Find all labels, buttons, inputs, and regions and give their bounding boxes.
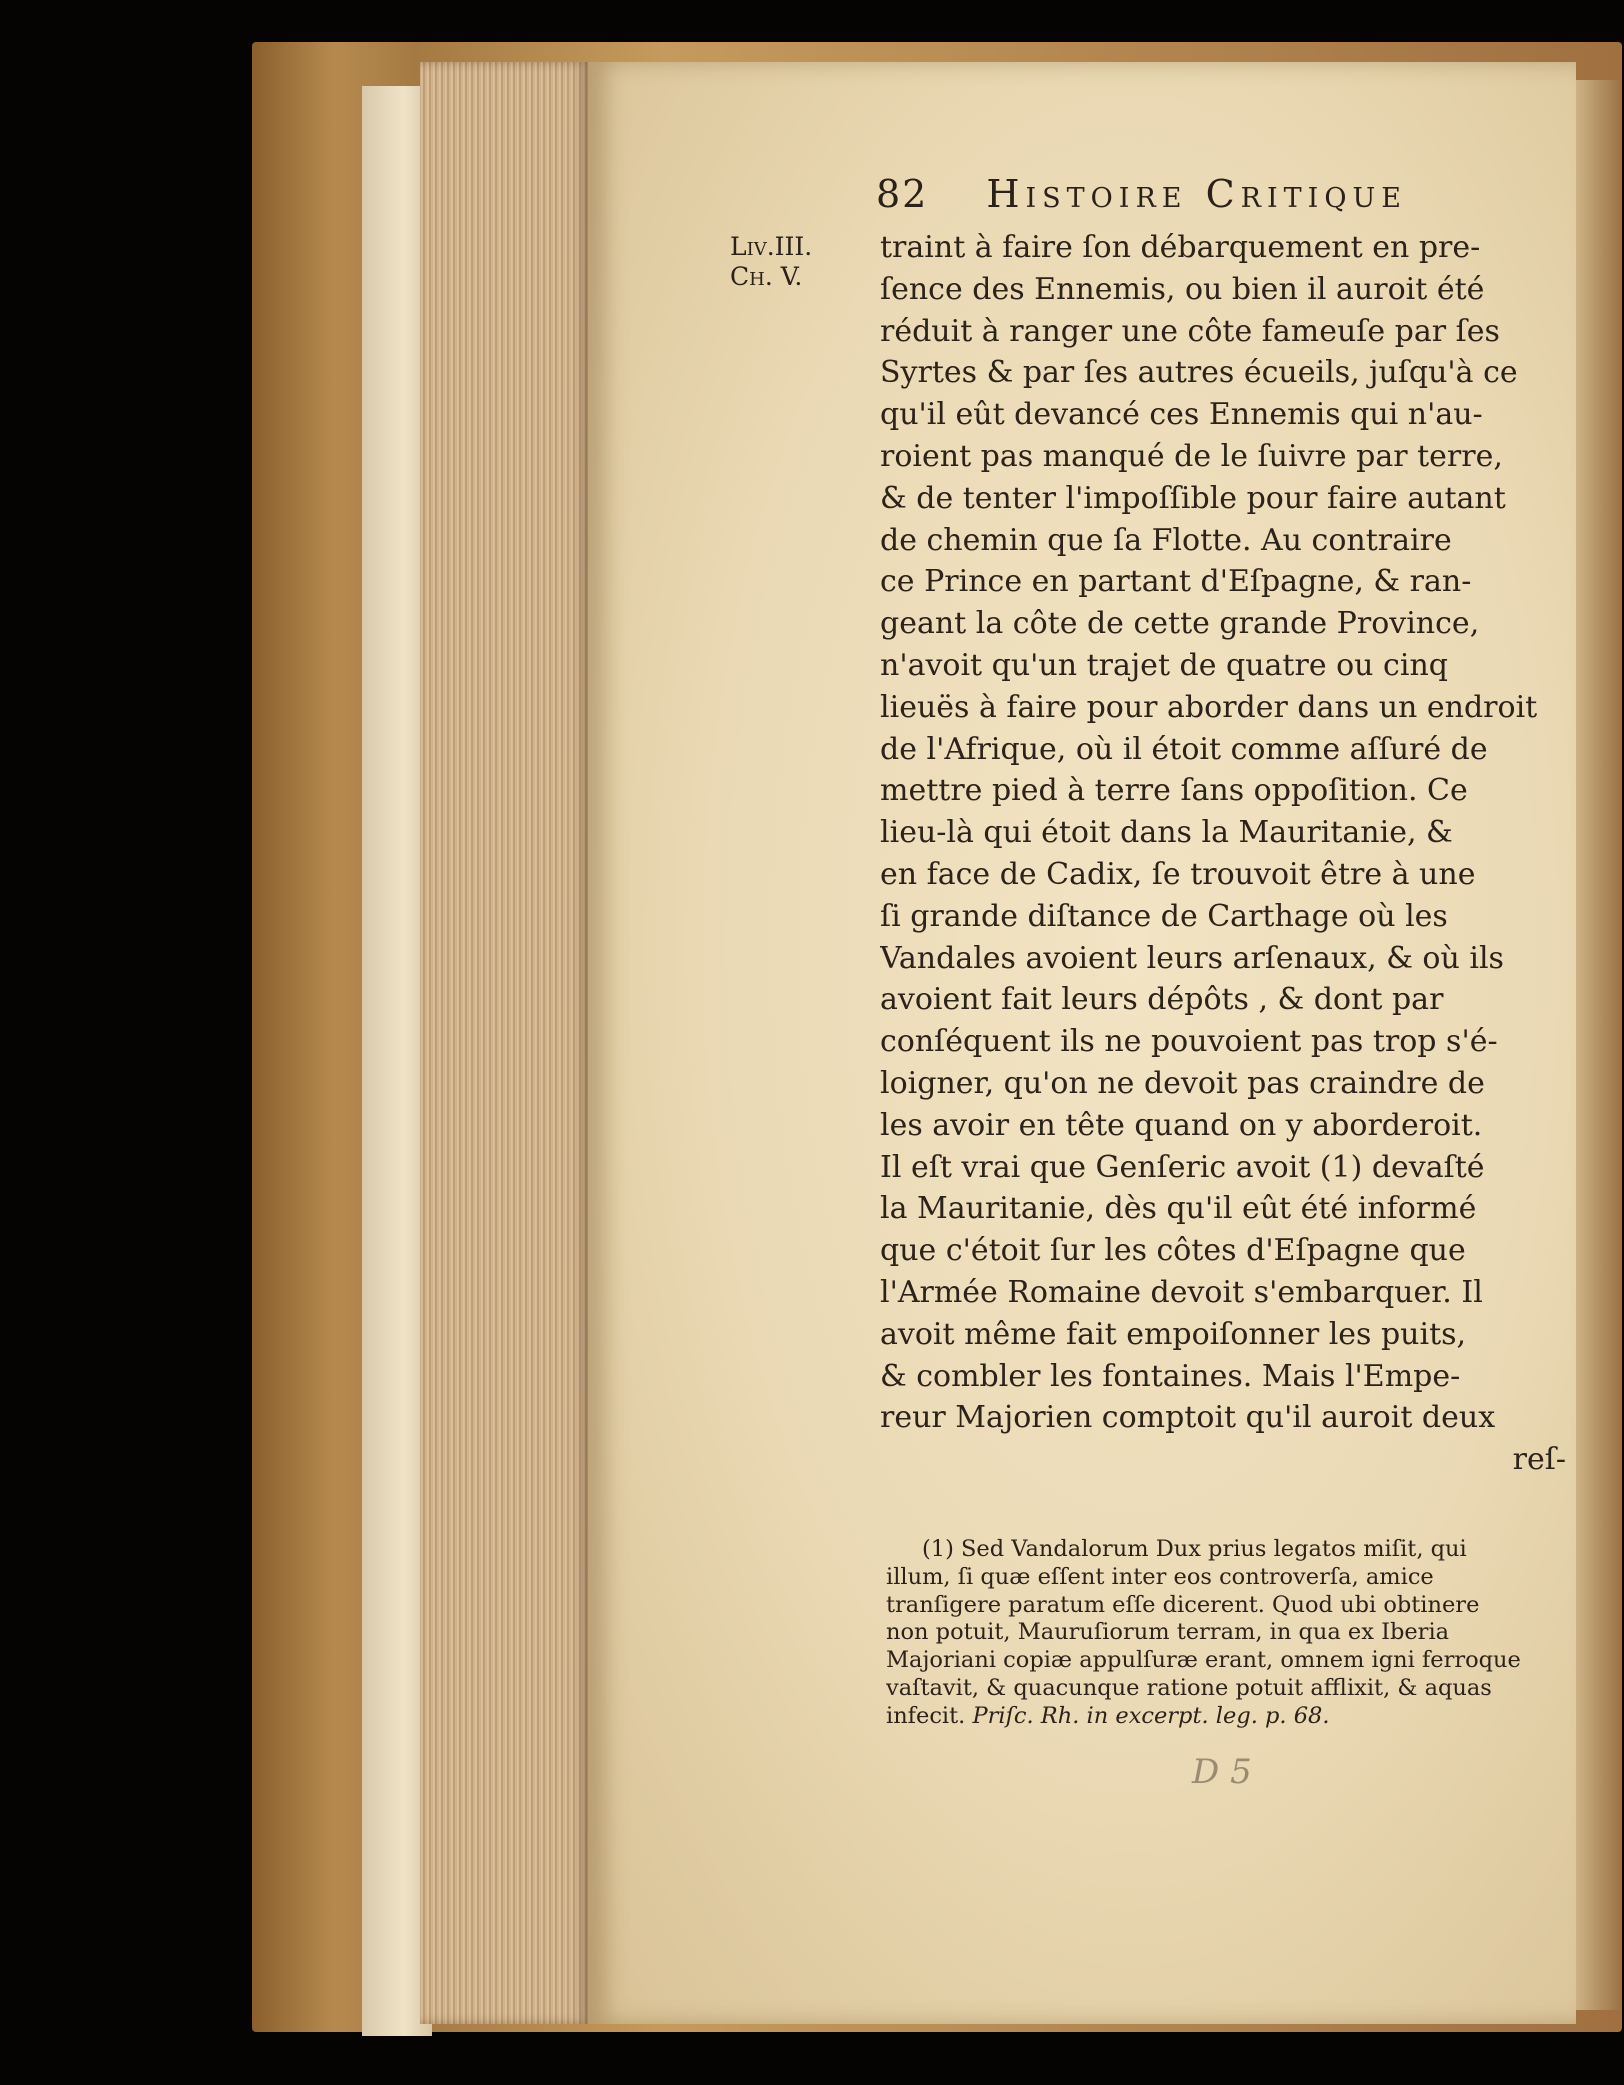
footnote-citation: Priſc. Rh. in excerpt. leg. p. 68. (972, 1702, 1330, 1729)
text-line: les avoir en tête quand on y aborderoit. (880, 1107, 1483, 1143)
running-head-title: Histoire Critique (986, 172, 1407, 216)
text-line: n'avoit qu'un trajet de quatre ou cinq (880, 647, 1448, 683)
text-line: Syrtes & par ſes autres écueils, juſqu'à ce (880, 355, 1518, 391)
text-line: de l'Afrique, où il étoit comme aſſuré de (880, 731, 1488, 767)
footnote-line: non potuit, Mauruſiorum terram, in qua ex Iberia (886, 1619, 1450, 1646)
text-line: l'Armée Romaine devoit s'embarquer. Il (880, 1274, 1483, 1310)
text-line: roient pas manqué de le ſuivre par terre, (880, 438, 1503, 474)
footnote-last-line (886, 1703, 1574, 1731)
margin-note-book: Liv.III. (730, 232, 813, 261)
text-line: traint à faire ſon débarquement en pre- (880, 230, 1481, 265)
text-line: ſi grande diſtance de Carthage où les (880, 898, 1448, 934)
catchword: reſ- (1512, 1442, 1566, 1478)
footnote-line: illum, ſi quæ eſſent inter eos controverſa, amice (886, 1563, 1434, 1590)
text-line: que c'étoit ſur les côtes d'Eſpagne que (880, 1233, 1466, 1269)
text-line: & de tenter l'impoſſible pour faire autant (880, 480, 1506, 516)
text-line: geant la côte de cette grande Province, (880, 606, 1480, 642)
text-line: en face de Cadix, ſe trouvoit être à une (880, 856, 1476, 892)
footnote-line: Majoriani copiæ appulſuræ erant, omnem igni ferroque (886, 1647, 1521, 1674)
text-line: reur Majorien comptoit qu'il auroit deux (880, 1400, 1496, 1436)
page-number: 82 (876, 172, 929, 216)
text-line: lieu-là qui étoit dans la Mauritanie, & (880, 815, 1453, 851)
footnote-end: infecit. (886, 1702, 966, 1729)
margin-note (730, 232, 860, 292)
text-line: de chemin que ſa Flotte. Au contraire (880, 522, 1452, 558)
footnote-line: vaſtavit, & quacunque ratione potuit afflixit, & aquas (886, 1674, 1492, 1701)
text-line: mettre pied à terre ſans oppoſition. Ce (880, 773, 1468, 809)
text-line: la Mauritanie, dès qu'il eût été informé (880, 1191, 1477, 1227)
text-line: loigner, qu'on ne devoit pas craindre de (880, 1065, 1485, 1101)
text-line: avoient fait leurs dépôts , & dont par (880, 982, 1444, 1018)
text-line: & combler les fontaines. Mais l'Empe- (880, 1358, 1461, 1394)
footnote (886, 1536, 1574, 1731)
page-fore-edge (1576, 80, 1620, 2010)
running-head (876, 172, 1516, 222)
body-text (880, 227, 1570, 1481)
footnote-line: (1) Sed Vandalorum Dux prius legatos miſit, qui (922, 1536, 1467, 1562)
text-line: avoit même fait empoiſonner les puits, (880, 1316, 1467, 1352)
margin-note-chapter: Ch. V. (730, 262, 803, 291)
text-line: Il eſt vrai que Genſeric avoit (1) devaſté (880, 1149, 1485, 1185)
text-line: qu'il eût devancé ces Ennemis qui n'au- (880, 397, 1483, 433)
text-line: ſence des Ennemis, ou bien il auroit été (880, 271, 1485, 307)
page-edges (420, 62, 588, 2024)
footnote-line: tranſigere paratum eſſe dicerent. Quod ubi obtinere (886, 1591, 1480, 1618)
text-line: conſéquent ils ne pouvoient pas trop s'é- (880, 1024, 1498, 1060)
text-line: Vandales avoient leurs arſenaux, & où ils (880, 940, 1504, 976)
text-line: réduit à ranger une côte fameuſe par ſes (880, 313, 1500, 349)
signature-mark: D 5 (1192, 1752, 1252, 1792)
text-line: ce Prince en partant d'Eſpagne, & ran- (880, 564, 1472, 600)
text-line: lieuës à faire pour aborder dans un endroit (880, 689, 1538, 725)
